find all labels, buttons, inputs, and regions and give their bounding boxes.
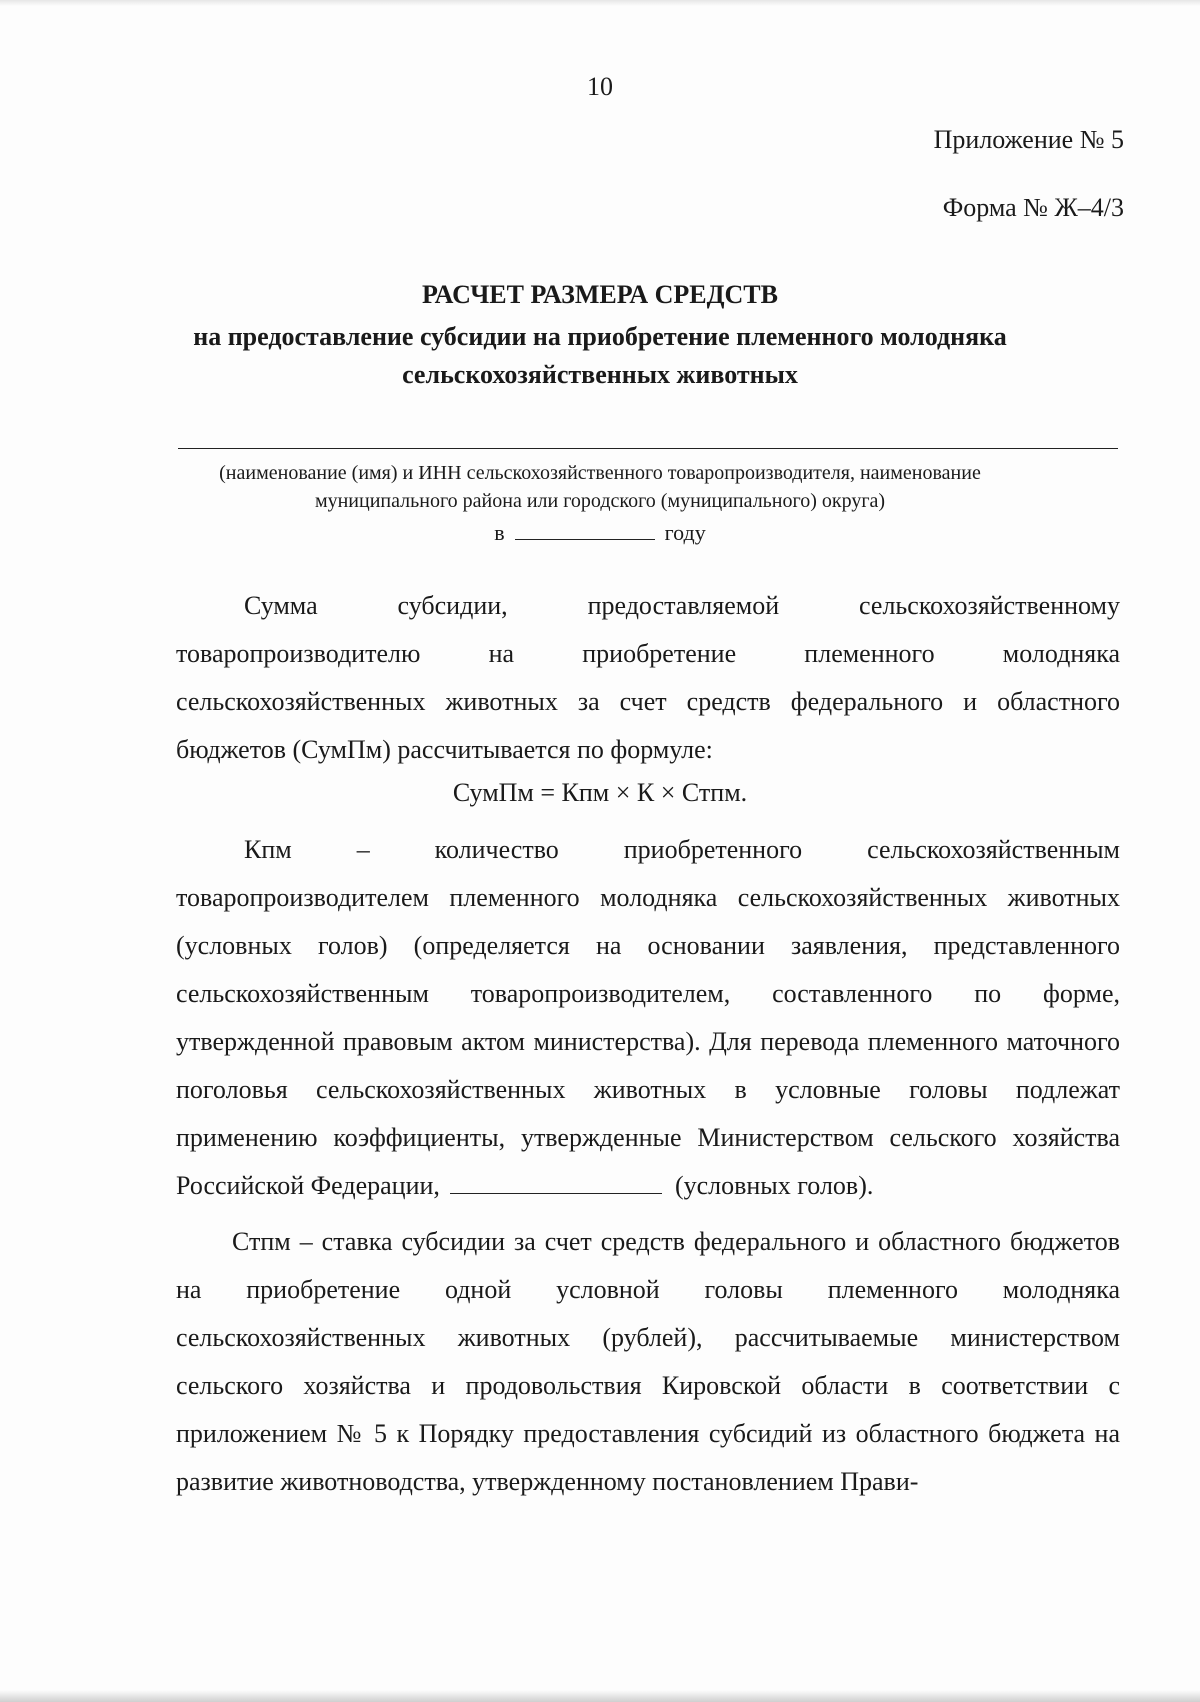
form-number-label: Форма № Ж–4/3 bbox=[942, 193, 1124, 222]
scan-edge-top bbox=[0, 0, 1200, 6]
conditional-heads-blank-line bbox=[450, 1173, 662, 1194]
paragraph-kpm-text: Кпм – количество приобретенного сельскохозяйственным товаропроизводителем племенного молодняка сельскохозяйственных животных (условных голов) (определяется на основании заявления, представленного сельскохозяйственным товаропроизводителем, составленного по форме, утвержденной правовым актом министерства). Для перевода племенного маточного поголовья сельскохозяйственных животных в условные головы подлежат применению коэффициенты, утвержденные Министерством сельского хозяйства Российской Федерации, bbox=[176, 835, 1120, 1200]
name-field-caption-line-1: (наименование (имя) и ИНН сельскохозяйственного товаропроизводителя, наименование bbox=[219, 462, 981, 484]
year-prefix: в bbox=[494, 520, 505, 545]
year-row bbox=[0, 520, 1200, 546]
document-subtitle-line-1: на предоставление субсидии на приобретение племенного молодняка bbox=[193, 322, 1007, 351]
paragraph-stpm-definition: Стпм – ставка субсидии за счет средств федерального и областного бюджетов на приобретение одной условной головы племенного молодняка сельскохозяйственных животных (рублей), рассчитываемые министерством сельского хозяйства и продовольствия Кировской области в соответствии с приложением № 5 к Порядку предоставления субсидий из областного бюджета на развитие животноводства, утвержденному постановлением Прави- bbox=[176, 1227, 1120, 1496]
paragraph-subsidy-sum: Сумма субсидии, предоставляемой сельскохозяйственному товаропроизводителю на приобретение племенного молодняка сельскохозяйственных животных за счет средств федерального и областного бюджетов (СумПм) рассчитывается по формуле: bbox=[176, 591, 1120, 764]
year-suffix: году bbox=[664, 520, 706, 545]
page-number: 10 bbox=[587, 72, 613, 101]
document-subtitle-line-2: сельскохозяйственных животных bbox=[402, 360, 798, 389]
scan-edge-bottom bbox=[0, 1690, 1200, 1702]
producer-name-blank-line bbox=[178, 448, 1118, 449]
paragraph-kpm-definition bbox=[176, 826, 1120, 1210]
year-blank-line bbox=[515, 521, 655, 540]
appendix-label: Приложение № 5 bbox=[933, 125, 1124, 154]
formula: СумПм = Кпм × К × Стпм. bbox=[452, 778, 748, 807]
document-title: РАСЧЕТ РАЗМЕРА СРЕДСТВ bbox=[422, 280, 778, 309]
paragraph-kpm-tail: (условных голов). bbox=[674, 1171, 874, 1200]
name-field-caption-line-2: муниципального района или городского (муниципального) округа) bbox=[314, 490, 886, 512]
